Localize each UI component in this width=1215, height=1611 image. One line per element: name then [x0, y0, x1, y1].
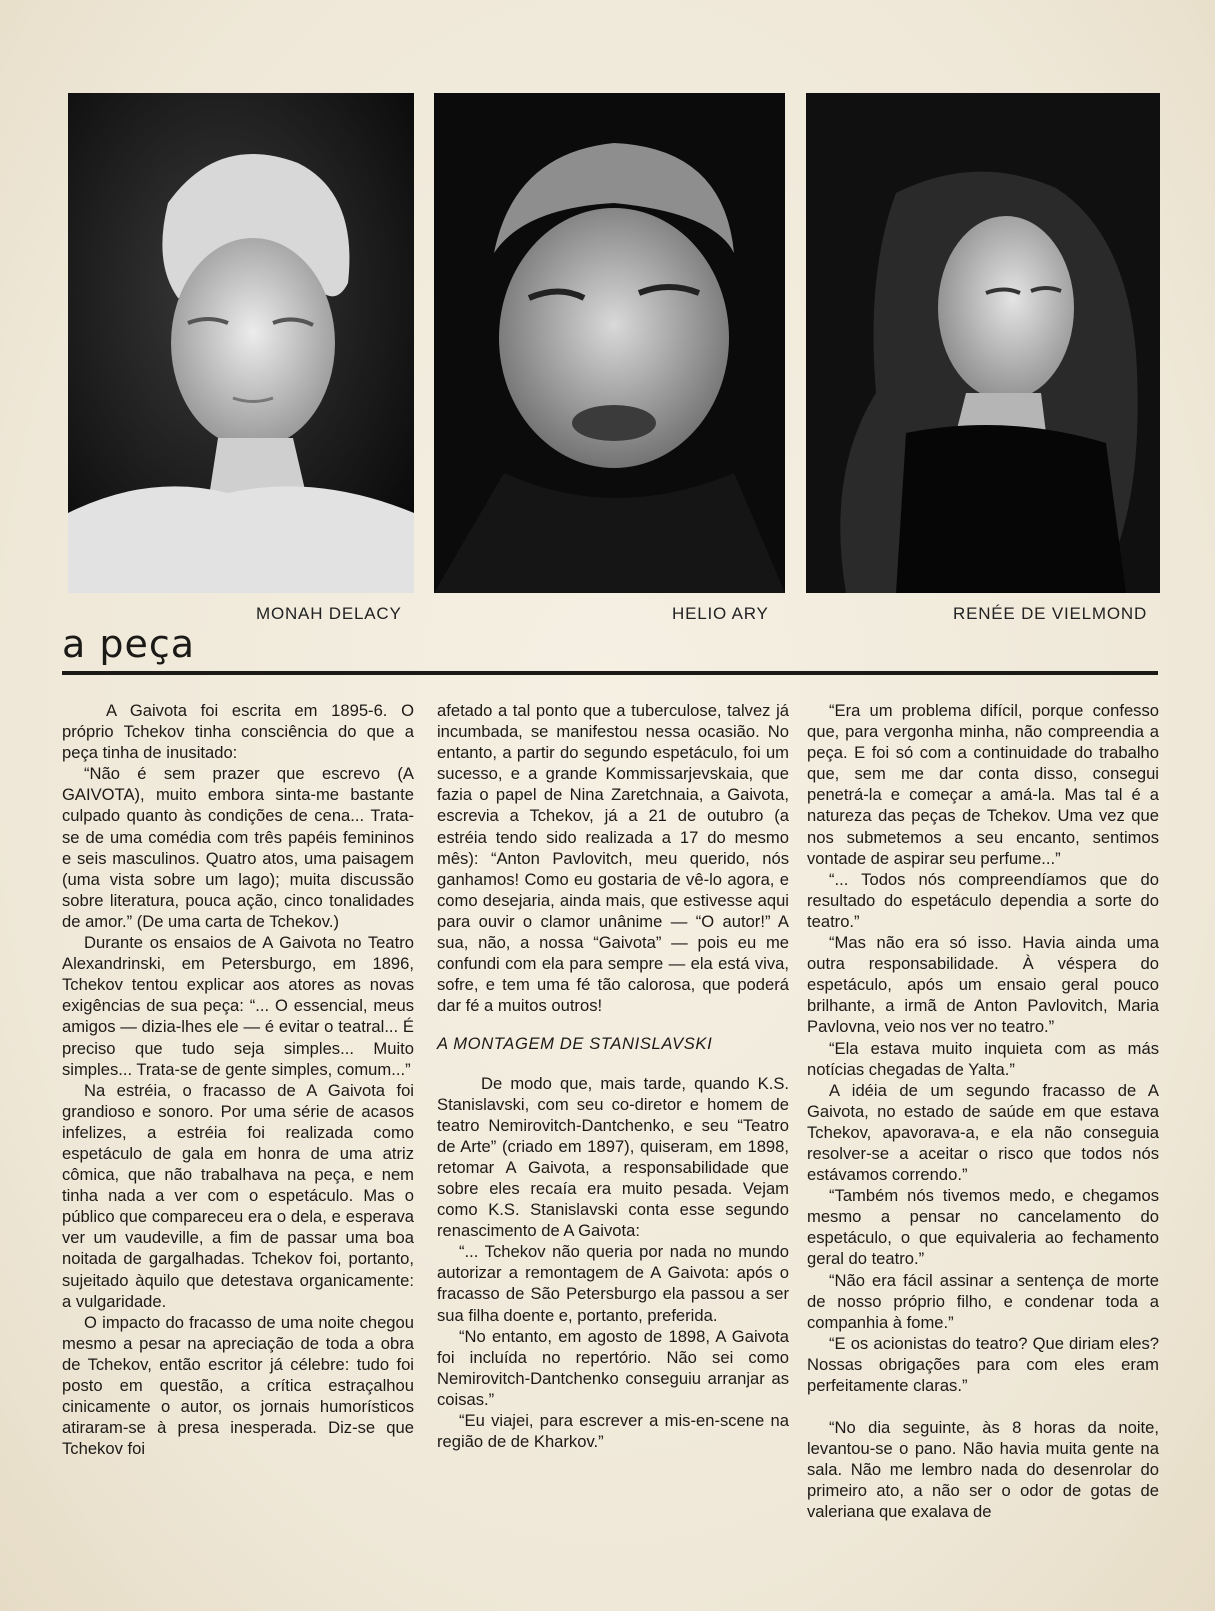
portrait-photo-monah-delacy: [68, 93, 414, 593]
photo-caption: RENÉE DE VIELMOND: [953, 604, 1148, 623]
section-title: a peça: [62, 622, 196, 666]
article-paragraph: “Eu viajei, para escrever a mis-en-scene na região de de Kharkov.”: [437, 1411, 789, 1452]
article-paragraph: “Não é sem prazer que escrevo (A GAIVOTA), muito embora sinta-me bastante culpado quanto às condições de cena... Trata-se de uma comédia com três papéis femininos e seis masculinos. Quatro atos, uma paisagem (uma vista sobre um lago); muita discussão sobre literatura, pouca ação, cinco tonalidades de amor.” (De uma carta de Tchekov.): [62, 764, 414, 931]
article-paragraph: “... Todos nós compreendíamos que do resultado do espetáculo dependia a sorte do teatro.”: [807, 869, 1159, 931]
article-paragraph: De modo que, mais tarde, quando K.S. Stanislavski, com seu co-diretor e homem de teatro Nemirovitch-Dantchenko, e seu “Teatro de Arte” (criado em 1897), quiseram, em 1898, retomar A Gaivota, a responsabilidade que sobre eles recaía era muito pesada. Vejam como K.S. Stanislavski conta esse segundo renascimento de A Gaivota:: [437, 1073, 789, 1241]
article-paragraph: Na estréia, o fracasso de A Gaivota foi grandioso e sonoro. Por uma série de acasos infelizes, a estréia foi realizada como espetáculo de gala em honra de uma atriz cômica, que não trabalhava na peça, e nem tinha nada a ver com o espetáculo. Mas o público que compareceu era o dela, e esperava ver um vaudeville, a fim de passar uma boa noitada de gargalhadas. Tchekov foi, portanto, sujeitado àquilo que detestava organicamente: a vulgaridade.: [62, 1080, 414, 1311]
portrait-photo-helio-ary: [434, 93, 785, 593]
article-paragraph: “Também nós tivemos medo, e chegamos mesmo a pensar no cancelamento do espetáculo, o que equivaleria ao fechamento geral do teatro.”: [807, 1186, 1159, 1269]
article-paragraph: afetado a tal ponto que a tuberculose, talvez já incumbada, se manifestou nessa ocasião. No entanto, a partir do segundo espetáculo, foi um sucesso, e a grande Kommissarjevskaia, que fazia o papel de Nina Zaretchnaia, a Gaivota, escrevia a Tchekov, já a 21 de outubro (a estréia tendo sido realizada a 17 do mesmo mês): “Anton Pavlovitch, meu querido, nós ganhamos! Como eu gostaria de vê-lo agora, e como desejaria, ainda mais, que estivesse aqui para ouvir o clamor unânime — “O autor!” A sua, não, a nossa “Gaivota” — pois eu me confundi com ela para sempre — ela está viva, sofre, e tem uma fé tão calorosa, que poderá dar fé a muitos outros!: [437, 701, 789, 1016]
article-column-2: [437, 700, 789, 1452]
article-paragraph: A idéia de um segundo fracasso de A Gaivota, no estado de saúde em que estava Tchekov, apavorava-a, e ela não conseguia resolver-se a aceitar o risco que todos nós estávamos correndo.”: [807, 1080, 1159, 1185]
article-paragraph: “No dia seguinte, às 8 horas da noite, levantou-se o pano. Não havia muita gente na sala. Não me lembro nada do desenrolar do primeiro ato, a não ser o odor de gotas de valeriana que exalava de: [807, 1418, 1159, 1522]
article-column-1: [62, 700, 414, 1459]
article-paragraph: “Era um problema difícil, porque confesso que, para vergonha minha, não compreendia a peça. E foi só com a continuidade do trabalho que, sem me dar conta disso, consegui penetrá-la e começar a amá-la. Mas tal é a natureza das peças de Tchekov. Uma vez que nos submetemos a seu encanto, sentimos vontade de aspirar seu perfume...”: [807, 701, 1159, 868]
subsection-heading: A MONTAGEM DE STANISLAVSKI: [437, 1034, 713, 1054]
article-paragraph: “Ela estava muito inquieta com as más notícias chegadas de Yalta.”: [807, 1038, 1159, 1079]
article-paragraph: “Mas não era só isso. Havia ainda uma outra responsabilidade. À véspera do espetáculo, após um ensaio geral pouco brilhante, a irmã de Anton Pavlovitch, Maria Pavlovna, veio nos ver no teatro.”: [807, 933, 1159, 1037]
article-paragraph: “E os acionistas do teatro? Que diriam eles? Nossas obrigações para com eles eram perfeitamente claras.”: [807, 1333, 1159, 1395]
section-divider: [62, 671, 1158, 675]
article-paragraph: O impacto do fracasso de uma noite chegou mesmo a pesar na apreciação de toda a obra de Tchekov, então escritor já célebre: tudo foi posto em questão, a crítica estraçalhou cinicamente o autor, os jornais humorísticos atiraram-se à presa inesperada. Diz-se que Tchekov foi: [62, 1312, 414, 1459]
article-paragraph: “Não era fácil assinar a sentença de morte de nosso próprio filho, e condenar toda a companhia à fome.”: [807, 1270, 1159, 1332]
article-paragraph: Durante os ensaios de A Gaivota no Teatro Alexandrinski, em Petersburgo, em 1896, Tchekov tentou explicar aos atores as novas exigências de sua peça: “... O essencial, meus amigos — dizia-lhes ele — é evitar o teatral... É preciso que tudo seja simples... Muito simples... Trata-se de gente simples, comum...”: [62, 933, 414, 1079]
article-paragraph: “No entanto, em agosto de 1898, A Gaivota foi incluída no repertório. Não sei como Nemirovitch-Dantchenko conseguiu arranjar as coisas.”: [437, 1326, 789, 1409]
article-paragraph: “... Tchekov não queria por nada no mundo autorizar a remontagem de A Gaivota: após o fracasso de São Petersburgo ela passou a ser sua filha doente e, portanto, preferida.: [437, 1242, 789, 1325]
portrait-photo-renee-de-vielmond: [806, 93, 1160, 593]
photo-caption: HELIO ARY: [672, 604, 769, 623]
photo-caption: MONAH DELACY: [256, 604, 402, 623]
article-column-3: [807, 700, 1159, 1523]
article-paragraph: A Gaivota foi escrita em 1895-6. O próprio Tchekov tinha consciência do que a peça tinha de inusitado:: [62, 701, 414, 763]
